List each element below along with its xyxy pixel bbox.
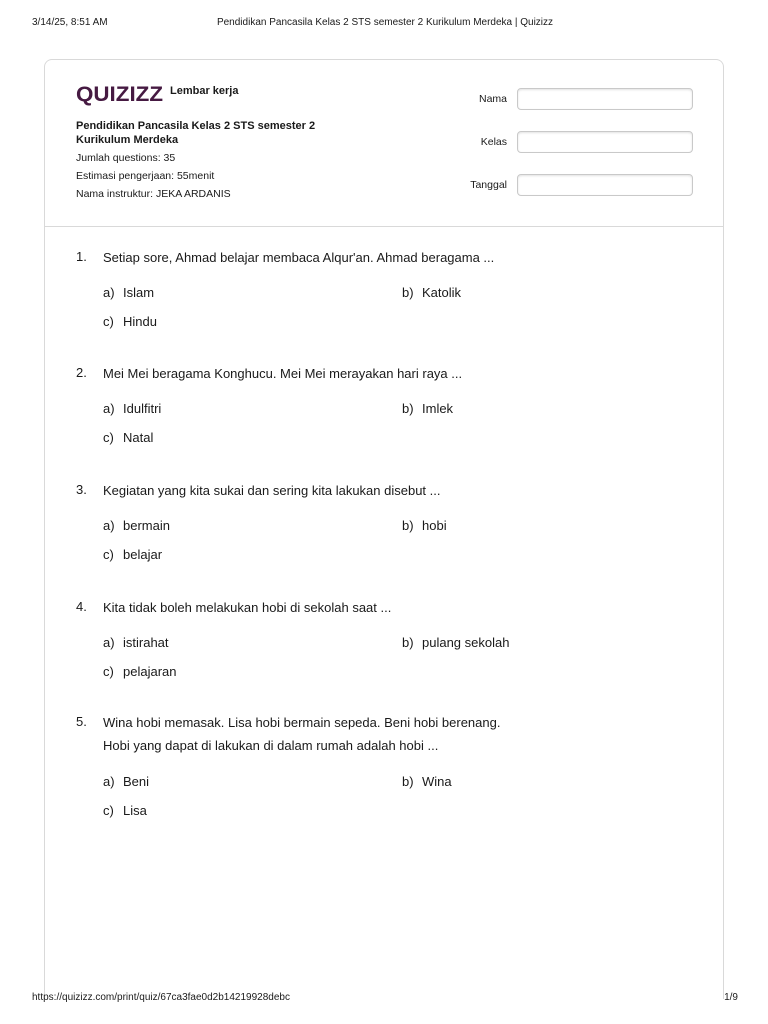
question-text: Mei Mei beragama Konghucu. Mei Mei merayakan hari raya ... [103,366,463,381]
option-letter: b) [402,401,414,416]
print-url[interactable]: https://quizizz.com/print/quiz/67ca3fae0d2b14219928debc [32,992,290,1003]
class-label: Kelas [480,136,507,148]
question-text: Kegiatan yang kita sukai dan sering kita lakukan disebut ... [103,483,441,498]
option-letter: a) [103,285,115,300]
option-text: belajar [123,547,163,562]
instructor-name: Nama instruktur: JEKA ARDANIS [76,188,231,200]
print-date: 3/14/25, 8:51 AM [32,17,108,28]
date-field[interactable] [517,174,693,196]
question-number: 5. [76,714,87,729]
option-text: Beni [123,774,150,789]
option-letter: a) [103,401,115,416]
question-number: 3. [76,482,87,497]
option-text: bermain [123,518,170,533]
option-b [402,401,453,416]
option-c [103,314,157,329]
option-text: istirahat [123,635,169,650]
option-letter: b) [402,285,414,300]
option-text: hobi [422,518,447,533]
name-label: Nama [478,93,507,105]
option-a [103,635,169,650]
option-c [103,803,147,818]
option-a [103,401,161,416]
option-a [103,518,170,533]
option-letter: c) [103,664,114,679]
option-text: pelajaran [123,664,177,679]
option-a [103,285,154,300]
option-letter: b) [402,774,414,789]
page-number: 1/9 [724,992,738,1003]
class-field[interactable] [517,131,693,153]
print-title: Pendidikan Pancasila Kelas 2 STS semester 2 Kurikulum Merdeka | Quizizz [216,17,554,28]
question-number: 2. [76,365,87,380]
option-letter: c) [103,803,114,818]
option-text: Hindu [123,314,157,329]
logo-text: QUIZIZZ [76,83,164,106]
option-letter: c) [103,430,114,445]
option-text: Idulfitri [123,401,162,416]
brand [76,80,238,106]
option-letter: b) [402,635,414,650]
print-footer [32,992,738,1006]
questions-count: Jumlah questions: 35 [76,152,176,164]
option-text: Wina [422,774,452,789]
worksheet [44,59,724,999]
date-label: Tanggal [470,179,507,191]
option-text: Katolik [422,285,462,300]
print-header [32,17,738,31]
worksheet-header [45,60,723,227]
quizizz-logo-icon [76,80,164,106]
option-text: pulang sekolah [422,635,510,650]
option-text: Imlek [422,401,454,416]
question-text-line-2: Hobi yang dapat di lakukan di dalam rumah adalah hobi ... [103,738,439,753]
option-letter: a) [103,774,115,789]
option-text: Lisa [123,803,147,818]
option-text: Natal [123,430,154,445]
question-text-line-1: Wina hobi memasak. Lisa hobi bermain sepeda. Beni hobi berenang. [103,715,501,730]
estimated-time: Estimasi pengerjaan: 55menit [76,170,215,182]
option-b [402,518,447,533]
option-c [103,664,177,679]
option-letter: a) [103,518,115,533]
worksheet-label: Lembar kerja [170,85,239,97]
quiz-title: Pendidikan Pancasila Kelas 2 STS semester 2 Kurikulum Merdeka [76,120,316,146]
option-letter: c) [103,547,114,562]
name-field[interactable] [517,88,693,110]
option-b [402,285,461,300]
question-text [103,714,683,755]
option-b [402,774,452,789]
option-c [103,430,153,445]
option-c [103,547,162,562]
question-number: 1. [76,249,87,264]
question-text: Setiap sore, Ahmad belajar membaca Alqur'an. Ahmad beragama ... [103,250,495,265]
option-a [103,774,149,789]
question-number: 4. [76,599,87,614]
option-letter: a) [103,635,115,650]
question-text: Kita tidak boleh melakukan hobi di sekolah saat ... [103,600,392,615]
option-letter: b) [402,518,414,533]
option-b [402,635,509,650]
option-text: Islam [123,285,155,300]
option-letter: c) [103,314,114,329]
